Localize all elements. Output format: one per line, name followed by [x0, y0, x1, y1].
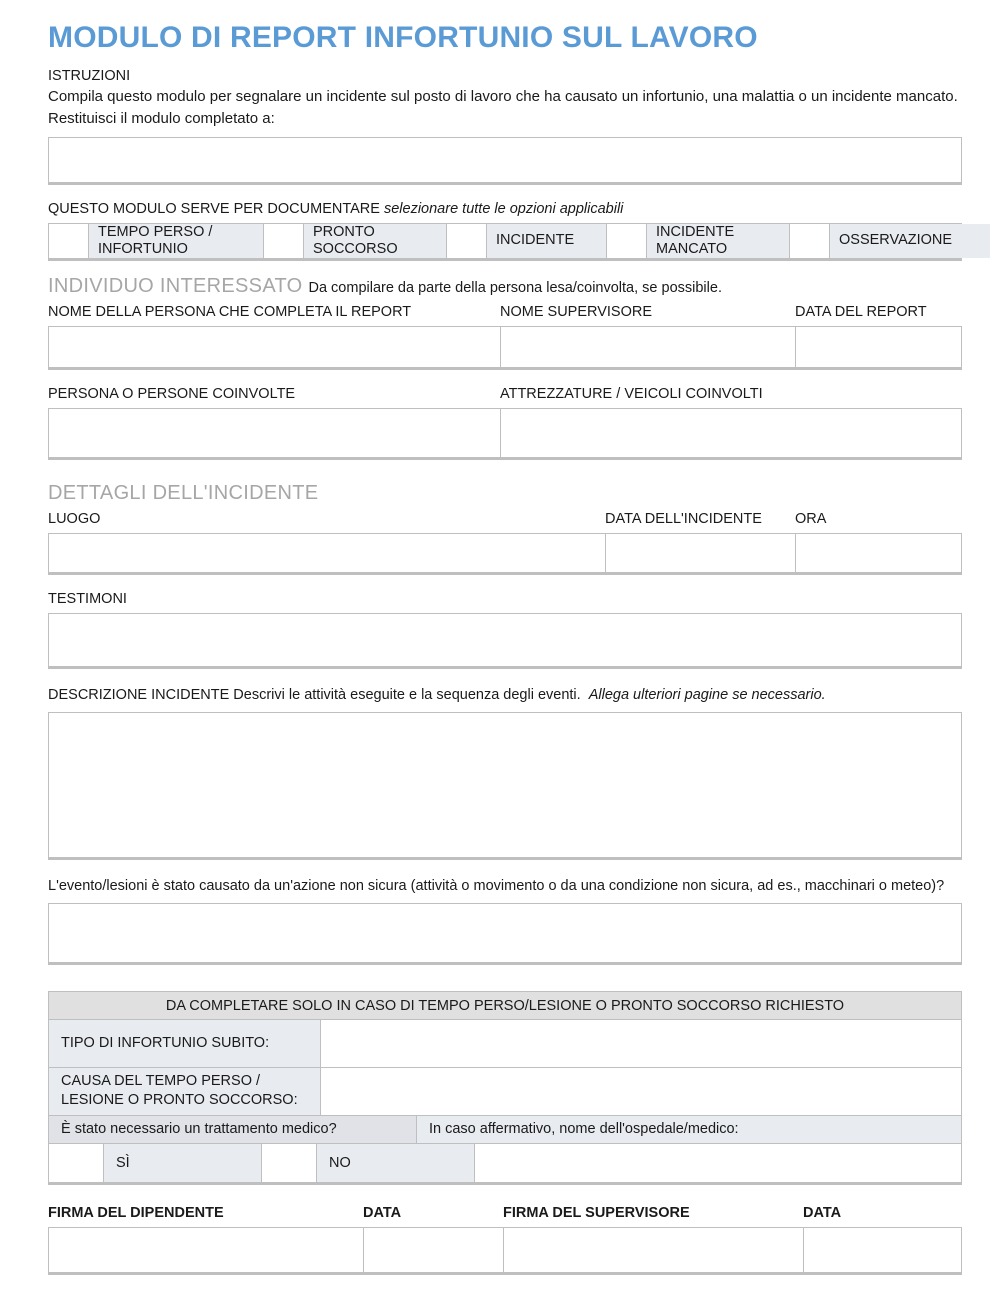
return-to-input[interactable] — [48, 137, 962, 185]
checkbox-no[interactable] — [262, 1144, 317, 1182]
input-attrezzature[interactable] — [500, 408, 962, 460]
lost-time-table — [48, 991, 962, 1185]
input-data-supervisore[interactable] — [803, 1227, 962, 1275]
purpose-prompt-note: selezionare tutte le opzioni applicabili — [383, 200, 624, 217]
label-luogo: LUOGO — [48, 510, 101, 527]
individual-section-note: Da compilare da parte della persona lesa/coinvolta, se possibile. — [308, 279, 722, 296]
input-nome-persona[interactable] — [48, 326, 500, 370]
input-persone-coinvolte[interactable] — [48, 408, 500, 460]
option-label-pronto-soccorso: PRONTO SOCCORSO — [304, 224, 447, 258]
involved-fields-row — [48, 408, 962, 460]
input-data-dipendente[interactable] — [363, 1227, 503, 1275]
label-testimoni: TESTIMONI — [48, 590, 127, 607]
label-data-report: DATA DEL REPORT — [795, 303, 927, 320]
input-nome-ospedale[interactable] — [475, 1144, 961, 1182]
checkbox-incidente-mancato[interactable] — [607, 224, 647, 258]
instructions-heading: ISTRUZIONI — [48, 67, 131, 84]
incident-fields-row — [48, 533, 962, 575]
input-causa-risposta[interactable] — [48, 903, 962, 965]
label-firma-dipendente: FIRMA DEL DIPENDENTE — [48, 1204, 224, 1221]
input-data-incidente[interactable] — [605, 533, 795, 575]
label-persone-coinvolte: PERSONA O PERSONE COINVOLTE — [48, 385, 296, 402]
table-row — [49, 1116, 961, 1144]
checkbox-osservazione[interactable] — [790, 224, 830, 258]
page-title: MODULO DI REPORT INFORTUNIO SUL LAVORO — [48, 21, 758, 54]
label-descrizione-incidente — [48, 685, 962, 706]
checkbox-si[interactable] — [49, 1144, 104, 1182]
label-si: SÌ — [104, 1144, 262, 1182]
input-causa-tempo-perso[interactable] — [321, 1068, 961, 1116]
label-tipo-infortunio: TIPO DI INFORTUNIO SUBITO: — [49, 1020, 321, 1068]
input-descrizione-incidente[interactable] — [48, 712, 962, 860]
incident-labels-row — [48, 511, 962, 527]
purpose-options-row — [48, 223, 962, 261]
purpose-prompt-text: QUESTO MODULO SERVE PER DOCUMENTARE — [48, 200, 380, 217]
individual-labels-row — [48, 304, 962, 320]
input-tipo-infortunio[interactable] — [321, 1020, 961, 1068]
option-label-tempo-perso: TEMPO PERSO / INFORTUNIO — [89, 224, 264, 258]
label-data-supervisore: DATA — [803, 1204, 842, 1221]
label-nome-supervisore: NOME SUPERVISORE — [500, 303, 653, 320]
incident-section-heading: DETTAGLI DELL'INCIDENTE — [48, 481, 319, 504]
input-firma-dipendente[interactable] — [48, 1227, 363, 1275]
label-trattamento-medico: È stato necessario un trattamento medico? — [49, 1116, 417, 1144]
label-firma-supervisore: FIRMA DEL SUPERVISORE — [503, 1204, 690, 1221]
input-ora[interactable] — [795, 533, 962, 575]
option-label-incidente-mancato: INCIDENTE MANCATO — [647, 224, 790, 258]
table-row — [49, 1068, 961, 1116]
signature-labels-row — [48, 1205, 962, 1221]
checkbox-pronto-soccorso[interactable] — [264, 224, 304, 258]
label-nome-persona: NOME DELLA PERSONA CHE COMPLETA IL REPORT — [48, 303, 412, 320]
label-nome-ospedale: In caso affermativo, nome dell'ospedale/medico: — [417, 1116, 961, 1144]
individual-section-header — [48, 275, 962, 298]
signature-fields-row — [48, 1227, 962, 1275]
purpose-prompt — [48, 201, 962, 217]
label-data-dipendente: DATA — [363, 1204, 402, 1221]
input-data-report[interactable] — [795, 326, 962, 370]
label-causa-tempo-perso: CAUSA DEL TEMPO PERSO / LESIONE O PRONTO SOCCORSO: — [49, 1068, 321, 1116]
input-nome-supervisore[interactable] — [500, 326, 795, 370]
involved-labels-row — [48, 386, 962, 402]
label-descrizione-note: Allega ulteriori pagine se necessario. — [588, 686, 826, 703]
lost-time-table-header: DA COMPLETARE SOLO IN CASO DI TEMPO PERSO/LESIONE O PRONTO SOCCORSO RICHIESTO — [49, 992, 961, 1020]
checkbox-incidente[interactable] — [447, 224, 487, 258]
input-testimoni[interactable] — [48, 613, 962, 669]
label-ora: ORA — [795, 510, 827, 527]
label-data-incidente: DATA DELL'INCIDENTE — [605, 510, 762, 527]
input-firma-supervisore[interactable] — [503, 1227, 803, 1275]
table-row — [49, 1144, 961, 1182]
option-label-osservazione: OSSERVAZIONE — [830, 224, 990, 258]
checkbox-tempo-perso[interactable] — [49, 224, 89, 258]
label-descrizione-text: DESCRIZIONE INCIDENTE Descrivi le attività eseguite e la sequenza degli eventi. — [48, 686, 581, 703]
table-row — [49, 1020, 961, 1068]
individual-fields-row — [48, 326, 962, 370]
label-causa-domanda: L'evento/lesioni è stato causato da un'azione non sicura (attività o movimento o da una condizione non sicura, ad es., macchinari o meteo)? — [48, 877, 945, 894]
option-label-incidente: INCIDENTE — [487, 224, 607, 258]
input-luogo[interactable] — [48, 533, 605, 575]
individual-section-heading: INDIVIDUO INTERESSATO — [48, 274, 303, 297]
label-attrezzature: ATTREZZATURE / VEICOLI COINVOLTI — [500, 385, 763, 402]
label-no: NO — [317, 1144, 475, 1182]
instructions-body: Compila questo modulo per segnalare un incidente sul posto di lavoro che ha causato un infortunio, una malattia o un incidente mancato. Restituisci il modulo completato a: — [48, 87, 958, 127]
